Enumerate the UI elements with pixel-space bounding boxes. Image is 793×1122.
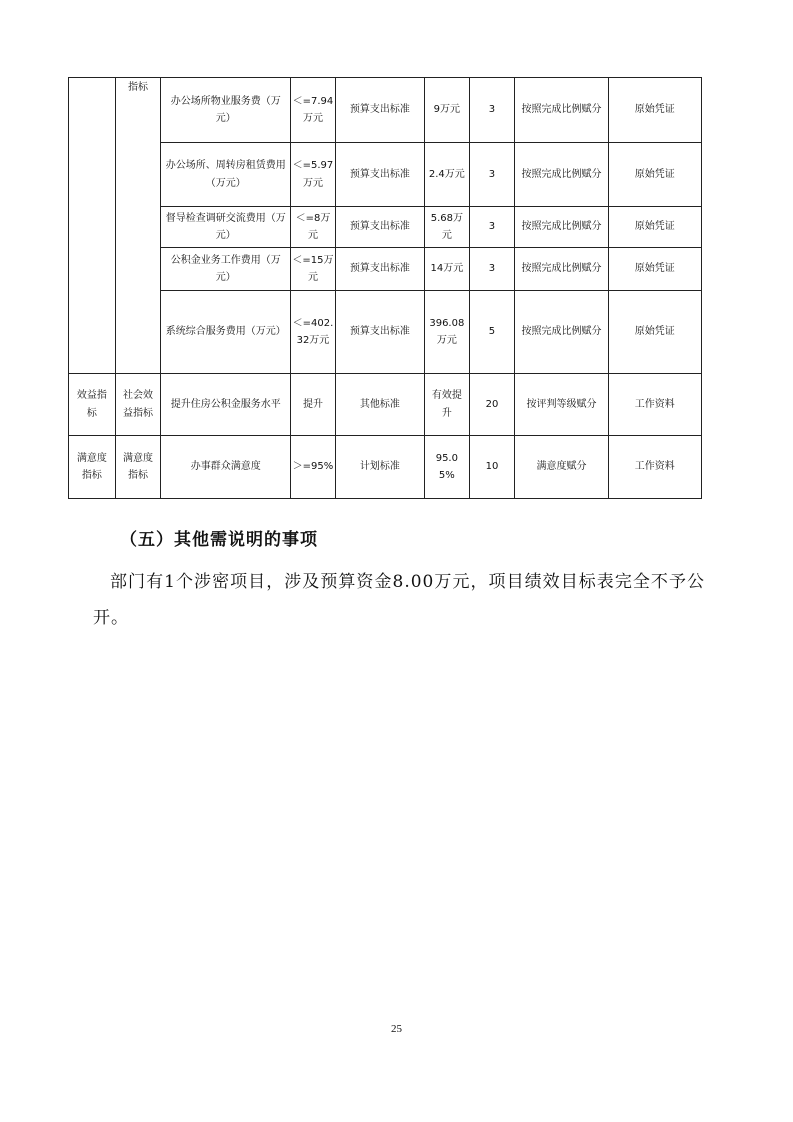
actual-value-cell: 5.68万元 <box>425 207 470 248</box>
level1-indicator-cell <box>69 78 116 374</box>
section-paragraph: 部门有1个涉密项目，涉及预算资金8.00万元，项目绩效目标表完全不予公开。 <box>93 572 705 628</box>
evidence-source-cell: 原始凭证 <box>608 207 701 248</box>
score-cell: 10 <box>469 436 515 499</box>
evidence-source-cell: 工作资料 <box>608 374 701 436</box>
actual-value-cell: 有效提升 <box>425 374 470 436</box>
level3-indicator-cell: 督导检查调研交流费用（万元） <box>161 207 291 248</box>
operator-target-cell: ＜=402.32万元 <box>291 291 336 374</box>
level2-indicator-cell: 满意度指标 <box>115 436 161 499</box>
level3-indicator-cell: 系统综合服务费用（万元） <box>161 291 291 374</box>
table-row <box>69 374 702 436</box>
score-cell: 20 <box>469 374 515 436</box>
table-row <box>69 207 702 248</box>
operator-target-cell: ＜=15万元 <box>291 248 336 291</box>
actual-value-cell: 9万元 <box>425 78 470 143</box>
actual-value-cell: 2.4万元 <box>425 143 470 207</box>
performance-indicator-table <box>68 77 702 499</box>
actual-value-cell: 14万元 <box>425 248 470 291</box>
operator-target-cell: ＜=5.97万元 <box>291 143 336 207</box>
score-cell: 5 <box>469 291 515 374</box>
scoring-method-cell: 按照完成比例赋分 <box>515 291 608 374</box>
table-row <box>69 248 702 291</box>
standard-cell: 预算支出标准 <box>335 207 424 248</box>
evidence-source-cell: 工作资料 <box>608 436 701 499</box>
standard-cell: 预算支出标准 <box>335 291 424 374</box>
operator-target-cell: 提升 <box>291 374 336 436</box>
section-heading: （五）其他需说明的事项 <box>120 530 318 550</box>
page-number: 25 <box>391 1023 402 1035</box>
evidence-source-cell: 原始凭证 <box>608 248 701 291</box>
level3-indicator-cell: 办事群众满意度 <box>161 436 291 499</box>
level3-indicator-cell: 办公场所、周转房租赁费用（万元） <box>161 143 291 207</box>
scoring-method-cell: 按照完成比例赋分 <box>515 207 608 248</box>
standard-cell: 预算支出标准 <box>335 248 424 291</box>
operator-target-cell: ＜=7.94万元 <box>291 78 336 143</box>
level1-indicator-cell: 满意度指标 <box>69 436 116 499</box>
evidence-source-cell: 原始凭证 <box>608 291 701 374</box>
table-row <box>69 291 702 374</box>
score-cell: 3 <box>469 207 515 248</box>
level1-indicator-cell: 效益指标 <box>69 374 116 436</box>
evidence-source-cell: 原始凭证 <box>608 143 701 207</box>
scoring-method-cell: 按评判等级赋分 <box>515 374 608 436</box>
level3-indicator-cell: 办公场所物业服务费（万元） <box>161 78 291 143</box>
table-row <box>69 143 702 207</box>
actual-value-cell: 95.05% <box>425 436 470 499</box>
scoring-method-cell: 按照完成比例赋分 <box>515 78 608 143</box>
table-row <box>69 78 702 143</box>
evidence-source-cell: 原始凭证 <box>608 78 701 143</box>
score-cell: 3 <box>469 143 515 207</box>
operator-target-cell: ＞=95% <box>291 436 336 499</box>
standard-cell: 预算支出标准 <box>335 78 424 143</box>
level3-indicator-cell: 公积金业务工作费用（万元） <box>161 248 291 291</box>
standard-cell: 预算支出标准 <box>335 143 424 207</box>
scoring-method-cell: 按照完成比例赋分 <box>515 143 608 207</box>
level2-indicator-cell: 指标 <box>115 78 161 374</box>
level3-indicator-cell: 提升住房公积金服务水平 <box>161 374 291 436</box>
table-row <box>69 436 702 499</box>
actual-value-cell: 396.08万元 <box>425 291 470 374</box>
scoring-method-cell: 按照完成比例赋分 <box>515 248 608 291</box>
scoring-method-cell: 满意度赋分 <box>515 436 608 499</box>
score-cell: 3 <box>469 78 515 143</box>
standard-cell: 计划标准 <box>335 436 424 499</box>
score-cell: 3 <box>469 248 515 291</box>
operator-target-cell: ＜=8万元 <box>291 207 336 248</box>
level2-indicator-cell: 社会效益指标 <box>115 374 161 436</box>
standard-cell: 其他标准 <box>335 374 424 436</box>
